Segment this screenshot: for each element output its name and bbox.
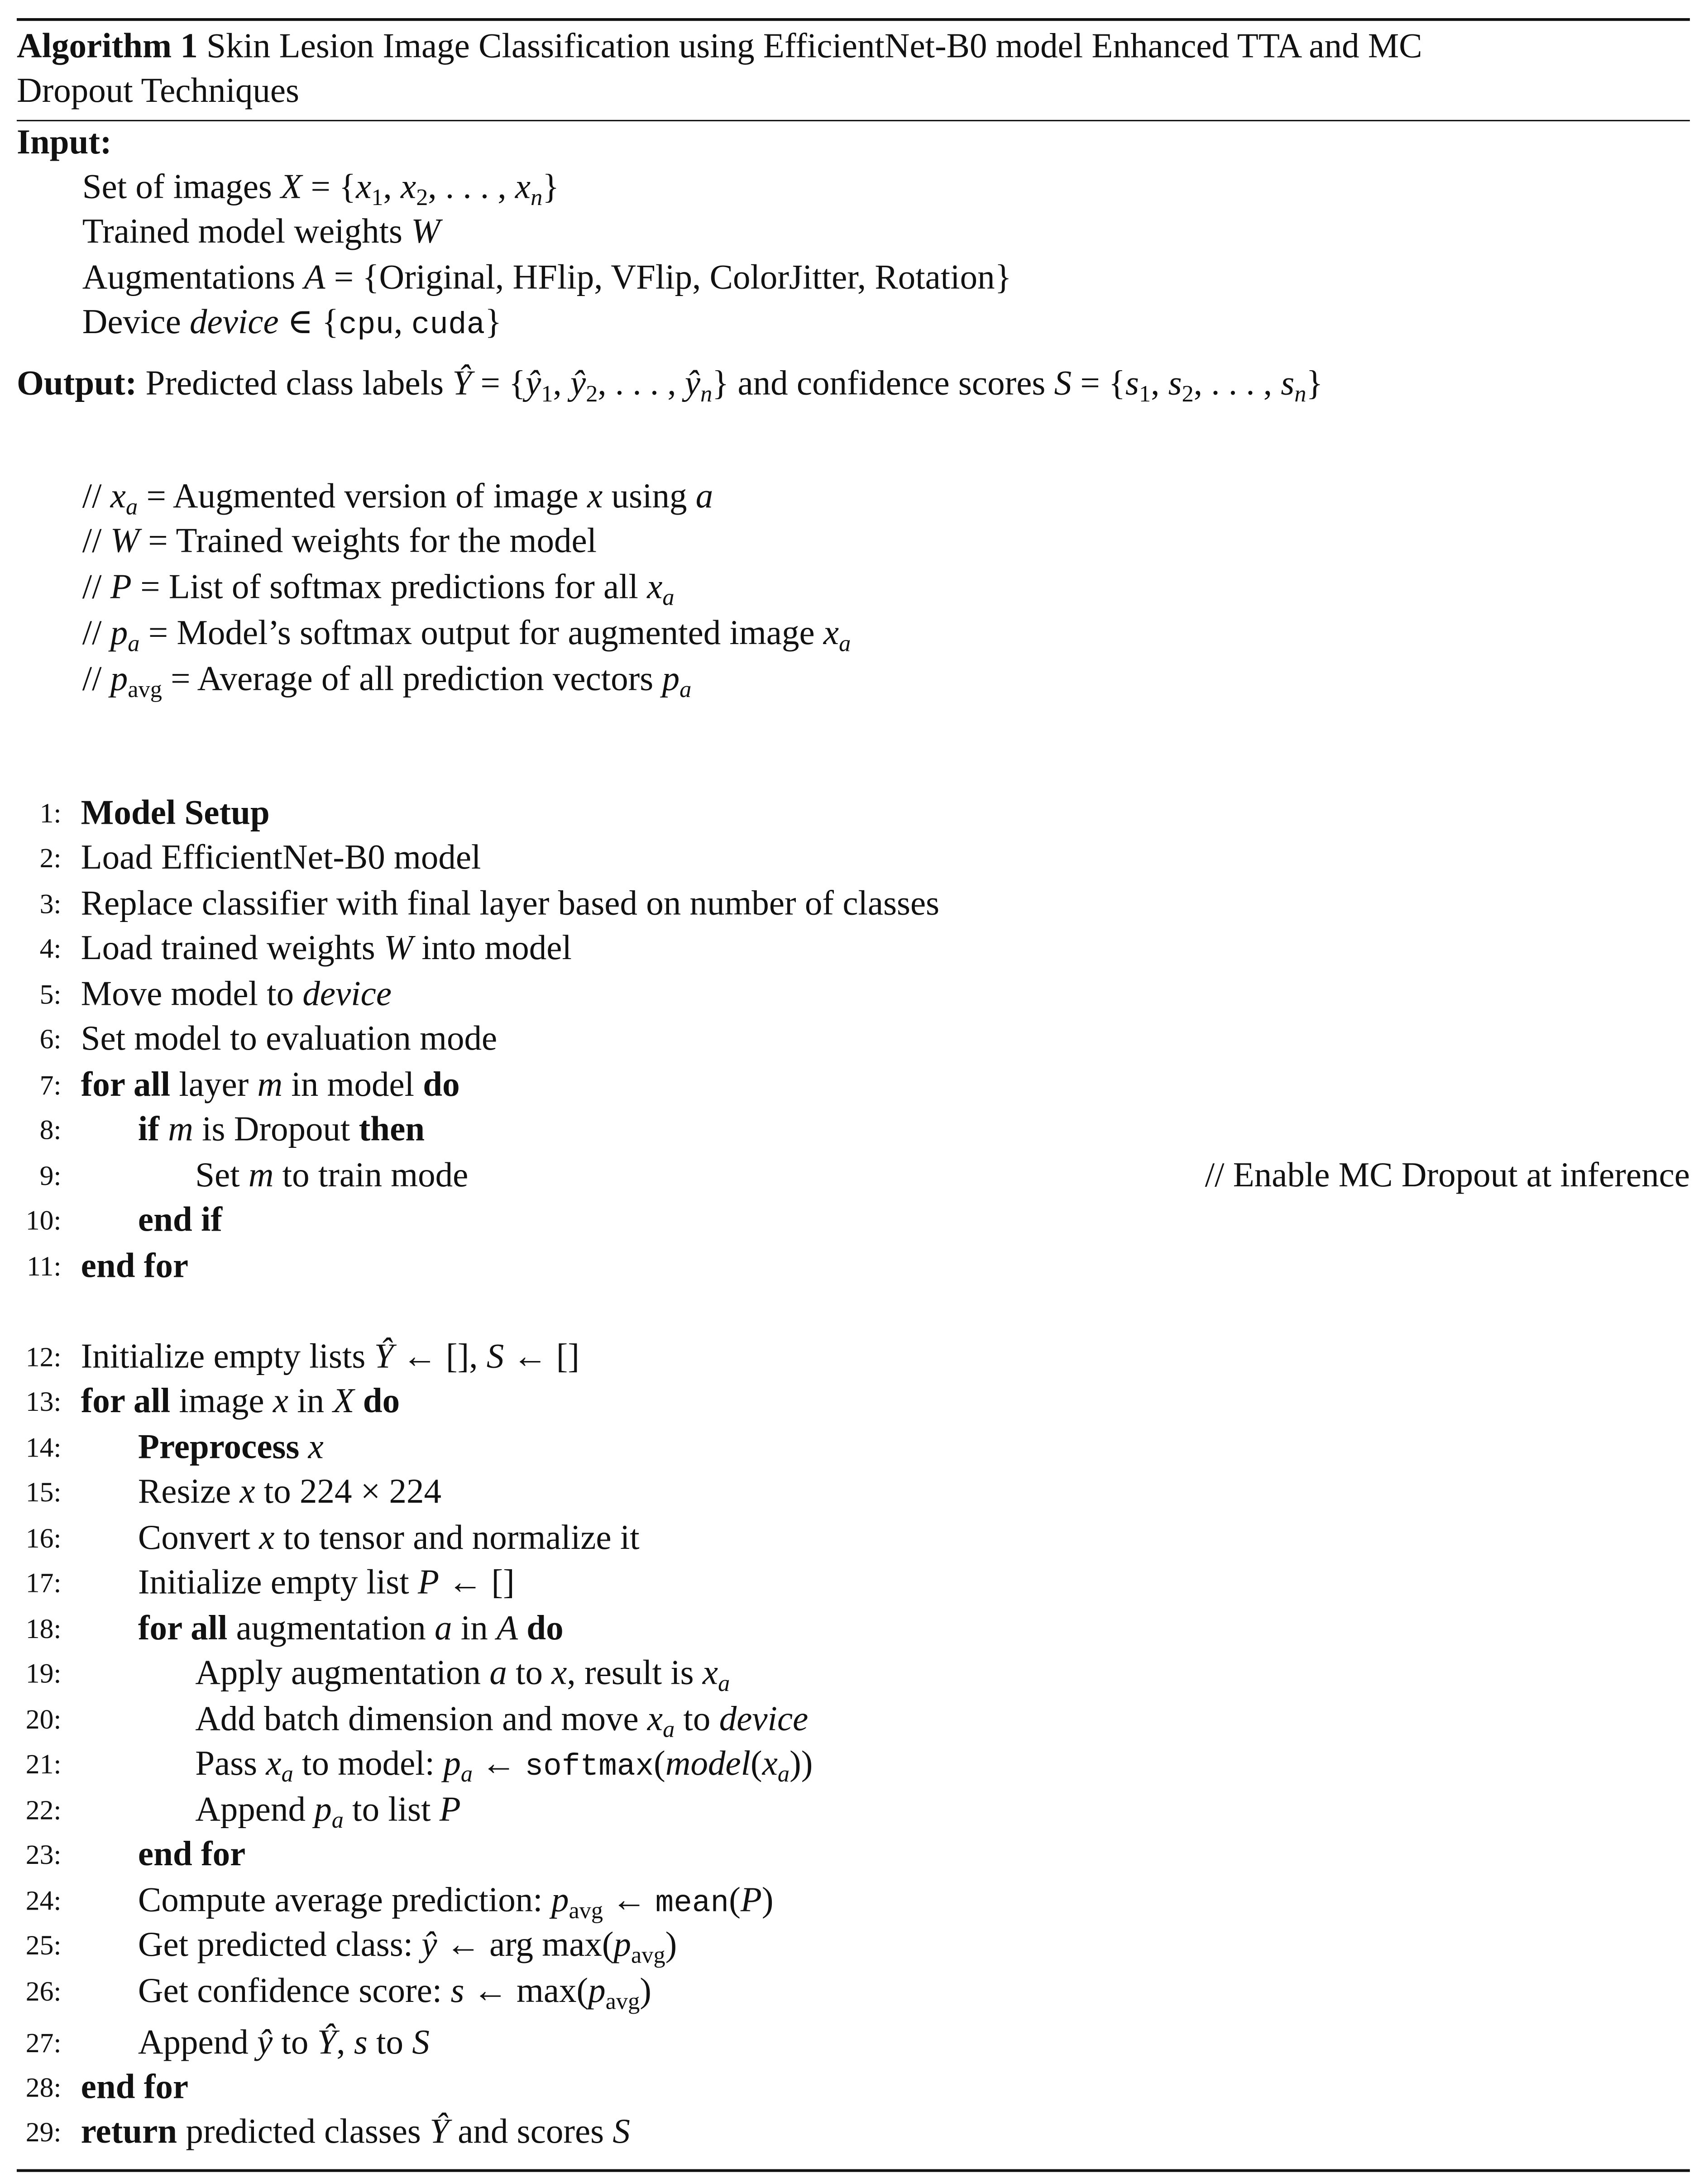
text-segment: Set	[195, 1157, 249, 1195]
text-segment: Move model to	[81, 976, 303, 1014]
text-segment: a	[489, 1654, 507, 1693]
text-segment: ŷ	[421, 1926, 437, 1964]
algorithm-step	[81, 1065, 460, 1107]
algorithm-step	[138, 1200, 222, 1242]
text-segment: P	[740, 1882, 762, 1920]
text-segment: in	[288, 1383, 333, 1421]
algorithm-step	[138, 1563, 515, 1605]
comment-line	[82, 521, 597, 563]
text-segment: Ŷ	[452, 365, 472, 403]
text-segment: ∈ {	[278, 304, 339, 342]
header-rule	[17, 120, 1690, 121]
text-segment: }	[485, 304, 502, 342]
text-segment: end if	[138, 1201, 223, 1240]
text-segment: Compute average prediction:	[138, 1882, 551, 1920]
comment-line	[82, 613, 851, 665]
text-segment: Skin Lesion Image Classification using EfficientNet-B0 model Enhanced TTA and MC	[197, 28, 1422, 66]
inline-comment: // Enable MC Dropout at inference	[1205, 1157, 1690, 1195]
text-segment: x	[515, 168, 531, 206]
algorithm-step	[195, 1156, 468, 1197]
line-number: 19:	[25, 1659, 62, 1690]
text-segment: ŷ	[570, 365, 586, 403]
algorithm-step	[81, 974, 392, 1016]
text-segment: Append	[138, 2024, 257, 2062]
line-number: 16:	[25, 1524, 62, 1555]
text-segment: a	[662, 584, 675, 611]
text-segment: p	[110, 615, 128, 653]
text-segment: s	[354, 2024, 368, 2062]
text-segment: Set model to evaluation mode	[81, 1020, 498, 1058]
text-segment: Algorithm 1	[16, 28, 198, 66]
text-segment: S	[1054, 365, 1072, 403]
text-segment: 1	[371, 184, 383, 211]
text-segment: W	[411, 213, 440, 251]
text-segment	[354, 1383, 363, 1420]
line-number: 20:	[25, 1705, 62, 1736]
text-segment: 1	[541, 380, 553, 407]
text-segment: } and confidence scores	[712, 365, 1054, 403]
text-segment: p	[662, 660, 680, 699]
text-segment: if	[138, 1111, 159, 1149]
text-segment: , . . . ,	[598, 365, 685, 403]
text-segment: Append	[195, 1791, 315, 1829]
algorithm-step	[81, 2068, 188, 2109]
text-segment: device	[719, 1700, 809, 1739]
text-segment: = {	[1072, 365, 1126, 403]
text-segment: ←	[473, 1745, 525, 1783]
text-segment: = List of softmax predictions for all	[131, 568, 647, 607]
text-segment: W	[110, 523, 139, 561]
text-segment: Preprocess	[138, 1429, 300, 1467]
text-segment: predicted classes	[177, 2113, 430, 2151]
text-segment: s	[1125, 365, 1139, 403]
text-segment: a	[460, 1761, 473, 1787]
text-segment: avg	[631, 1942, 665, 1968]
text-segment: 2	[586, 380, 598, 407]
line-number: 5:	[39, 980, 62, 1011]
text-segment: = {	[302, 168, 356, 206]
text-segment: //	[82, 478, 110, 516]
line-number: 14:	[25, 1433, 62, 1464]
text-segment: Load trained weights	[81, 930, 384, 968]
text-segment: = {	[472, 365, 526, 403]
text-segment: layer	[170, 1066, 258, 1104]
algorithm-step	[195, 1700, 808, 1751]
algorithm-step	[195, 1744, 813, 1796]
text-segment: a	[839, 630, 851, 657]
text-segment: for all	[138, 1610, 228, 1648]
text-segment: Apply augmentation	[195, 1654, 490, 1693]
text-segment: x	[823, 615, 839, 653]
text-segment: for all	[81, 1066, 171, 1104]
text-segment: Output:	[16, 365, 137, 403]
text-segment: s	[1168, 365, 1182, 403]
line-number: 22:	[25, 1796, 62, 1826]
text-segment: Ŷ	[430, 2113, 450, 2151]
algorithm-step	[81, 1381, 400, 1423]
text-segment: = Model’s softmax output for augmented image	[139, 615, 823, 653]
line-number: 3:	[39, 889, 62, 920]
text-segment: x	[401, 168, 416, 206]
line-number: 18:	[25, 1614, 62, 1645]
text-segment: m	[168, 1111, 193, 1149]
text-segment: P	[110, 568, 132, 607]
line-number: 10:	[25, 1206, 62, 1237]
text-segment: Load EfficientNet-B0 model	[81, 839, 481, 877]
text-segment: ← []	[504, 1338, 580, 1376]
text-segment: a	[128, 630, 140, 657]
text-segment: avg	[605, 1988, 640, 2015]
text-segment: avg	[569, 1897, 603, 1924]
line-number: 1:	[39, 798, 62, 830]
text-segment: return	[81, 2113, 177, 2151]
text-segment: for all	[81, 1383, 171, 1421]
text-segment: Initialize empty lists	[81, 1338, 374, 1376]
text-segment: a	[679, 676, 692, 703]
text-segment: A	[496, 1610, 518, 1648]
text-segment: )	[665, 1926, 677, 1964]
algorithm-step	[81, 928, 572, 970]
text-segment: ,	[336, 2024, 354, 2062]
text-segment: ← [],	[393, 1338, 487, 1376]
text-segment: Resize	[138, 1473, 240, 1511]
text-segment: W	[383, 930, 413, 968]
text-segment: p	[314, 1791, 332, 1829]
line-number: 12:	[25, 1342, 62, 1373]
text-segment: S	[612, 2113, 630, 2151]
text-segment: to 224 × 224	[255, 1473, 441, 1511]
text-segment: (	[751, 1745, 762, 1783]
text-segment: device	[190, 304, 279, 342]
text-segment: a	[126, 493, 138, 520]
text-segment: to	[367, 2024, 412, 2062]
text-segment: m	[257, 1066, 283, 1104]
text-segment: m	[248, 1157, 274, 1195]
algorithm-step	[81, 793, 270, 835]
text-segment: then	[359, 1111, 425, 1149]
text-segment: end for	[138, 1836, 246, 1874]
text-segment: }	[1306, 365, 1323, 403]
text-segment: x	[239, 1473, 255, 1511]
algorithm-step	[138, 1609, 564, 1650]
text-segment: p	[588, 1973, 606, 2011]
text-segment: ,	[1151, 365, 1168, 403]
algorithm-step	[138, 2023, 430, 2064]
text-segment: a	[281, 1761, 293, 1787]
text-segment: to tensor and normalize it	[274, 1519, 640, 1557]
text-segment: = Trained weights for the model	[139, 523, 597, 561]
text-segment: a	[777, 1761, 790, 1787]
text-segment: to list	[343, 1791, 440, 1829]
text-segment: augmentation	[227, 1610, 435, 1648]
text-segment: n	[531, 184, 543, 211]
text-segment: end for	[81, 1247, 189, 1285]
text-segment: do	[363, 1383, 400, 1421]
text-segment: 2	[1182, 380, 1194, 407]
text-segment: x	[273, 1383, 289, 1421]
algorithm-step	[195, 1653, 730, 1705]
text-segment: to	[273, 2024, 317, 2062]
text-segment: ,	[394, 304, 411, 342]
text-segment: to model:	[293, 1745, 444, 1783]
algorithm-step	[81, 1337, 579, 1379]
algorithm-step	[138, 1518, 640, 1560]
text-segment: Dropout Techniques	[16, 72, 300, 110]
input-item	[82, 167, 560, 219]
text-segment: cpu	[339, 308, 394, 343]
text-segment: s	[450, 1973, 464, 2011]
text-segment: to train mode	[273, 1157, 469, 1195]
text-segment: = Augmented version of image	[138, 478, 588, 516]
text-segment: //	[82, 568, 110, 607]
line-number: 13:	[25, 1387, 62, 1418]
text-segment: ← []	[439, 1564, 515, 1602]
comment-line	[82, 659, 692, 711]
text-segment: image	[170, 1383, 273, 1421]
text-segment: end for	[81, 2068, 189, 2106]
line-number: 29:	[25, 2117, 62, 2149]
text-segment: x	[587, 478, 603, 516]
bottom-rule	[17, 2169, 1690, 2171]
text-segment: (	[654, 1745, 665, 1783]
text-segment: //	[82, 523, 110, 561]
line-number: 15:	[25, 1477, 62, 1509]
text-segment	[518, 1610, 526, 1648]
algorithm-step	[138, 1472, 441, 1514]
top-rule	[17, 18, 1690, 21]
line-number: 6:	[39, 1024, 62, 1056]
text-segment	[299, 1429, 308, 1466]
input-item	[82, 258, 1012, 300]
text-segment: //	[82, 615, 110, 653]
text-segment: , . . . ,	[428, 168, 515, 206]
line-number: 25:	[25, 1930, 62, 1962]
algorithm-step	[138, 1428, 324, 1469]
text-segment: ŷ	[684, 365, 701, 403]
text-segment: softmax	[525, 1749, 654, 1785]
text-segment: x	[551, 1654, 567, 1693]
line-number: 8:	[39, 1115, 62, 1146]
text-segment: Trained model weights	[82, 213, 411, 251]
text-segment: model	[665, 1745, 751, 1783]
text-segment: is Dropout	[193, 1111, 359, 1149]
text-segment: 2	[416, 184, 428, 211]
text-segment: P	[417, 1564, 440, 1602]
output-line	[17, 364, 1323, 416]
line-number: 2:	[39, 843, 62, 874]
algorithm-step	[138, 1881, 774, 1932]
text-segment: X	[333, 1383, 354, 1421]
algorithm-step	[81, 2112, 630, 2154]
algorithm-title	[17, 27, 1422, 68]
text-segment: Pass	[195, 1745, 266, 1783]
text-segment: Device	[82, 304, 190, 342]
text-segment: p	[110, 660, 128, 699]
text-segment: n	[700, 380, 713, 407]
text-segment: Predicted class labels	[137, 365, 453, 403]
text-segment: Input:	[16, 124, 112, 162]
text-segment	[159, 1111, 168, 1149]
text-segment: s	[1281, 365, 1295, 403]
comment-line	[82, 477, 713, 528]
text-segment: x	[647, 1700, 663, 1739]
text-segment: ))	[789, 1745, 813, 1783]
text-segment: x	[356, 168, 372, 206]
text-segment: Set of images	[82, 168, 281, 206]
text-segment: P	[439, 1791, 461, 1829]
text-segment: do	[423, 1066, 460, 1104]
text-segment: ←	[603, 1882, 655, 1920]
text-segment: a	[718, 1670, 730, 1697]
text-segment: x	[308, 1429, 324, 1467]
text-segment: (	[729, 1882, 741, 1920]
line-number: 27:	[25, 2028, 62, 2059]
input-item	[82, 212, 440, 253]
text-segment: avg	[128, 676, 162, 703]
text-segment: = Average of all prediction vectors	[162, 660, 662, 699]
text-segment: )	[640, 1973, 651, 2011]
text-segment: x	[702, 1654, 718, 1693]
text-segment: p	[551, 1882, 569, 1920]
text-segment: Augmentations	[82, 259, 304, 297]
text-segment: x	[762, 1745, 778, 1783]
text-segment: p	[613, 1926, 632, 1964]
text-segment: a	[663, 1716, 675, 1743]
text-segment: do	[526, 1610, 564, 1648]
text-segment: //	[82, 660, 110, 699]
line-number: 26:	[25, 1977, 62, 2008]
line-number: 11:	[27, 1251, 62, 1283]
text-segment: ŷ	[526, 365, 541, 403]
input-label	[17, 123, 112, 164]
text-segment: a	[695, 478, 713, 516]
algorithm-step	[81, 1019, 498, 1060]
text-segment: }	[542, 168, 560, 206]
text-segment: X	[281, 168, 302, 206]
text-segment: Add batch dimension and move	[195, 1700, 647, 1739]
text-segment: )	[761, 1882, 774, 1920]
algorithm-step	[81, 1247, 188, 1288]
text-segment: to	[507, 1654, 552, 1693]
text-segment: Replace classifier with final layer based on number of classes	[81, 885, 940, 923]
text-segment: x	[266, 1745, 282, 1783]
text-segment: Ŷ	[374, 1338, 394, 1376]
text-segment: ,	[383, 168, 401, 206]
algorithm-title-continued	[17, 71, 299, 113]
algorithm-step	[138, 1925, 677, 1977]
text-segment: device	[302, 976, 392, 1014]
text-segment: Get predicted class:	[138, 1926, 422, 1964]
line-number: 21:	[25, 1749, 62, 1781]
text-segment: ŷ	[257, 2024, 273, 2062]
text-segment: a	[435, 1610, 452, 1648]
algorithm-step	[138, 1971, 651, 2023]
line-number: 23:	[25, 1840, 62, 1871]
text-segment: in model	[282, 1066, 423, 1104]
text-segment: Get confidence score:	[138, 1973, 451, 2011]
input-item	[82, 302, 502, 347]
text-segment: n	[1294, 380, 1306, 407]
text-segment: S	[412, 2024, 430, 2062]
text-segment: p	[443, 1745, 461, 1783]
line-number: 28:	[25, 2073, 62, 2104]
line-number: 24:	[25, 1886, 62, 1917]
text-segment: x	[110, 478, 126, 516]
line-number: 4:	[39, 934, 62, 965]
line-number: 9:	[39, 1161, 62, 1192]
text-segment: Convert	[138, 1519, 259, 1557]
comment-line	[82, 568, 675, 619]
text-segment: into model	[413, 930, 572, 968]
text-segment: x	[647, 568, 663, 607]
text-segment: Ŷ	[317, 2024, 337, 2062]
text-segment: A	[304, 259, 325, 297]
text-segment: 1	[1139, 380, 1151, 407]
line-number: 17:	[25, 1568, 62, 1599]
text-segment: , . . . ,	[1193, 365, 1281, 403]
text-segment: ,	[553, 365, 571, 403]
text-segment: to	[675, 1700, 719, 1739]
algorithm-step	[138, 1110, 425, 1151]
text-segment: a	[331, 1806, 344, 1834]
text-segment: Model Setup	[81, 794, 270, 832]
text-segment: cuda	[411, 308, 485, 343]
text-segment: in	[452, 1610, 497, 1648]
text-segment: S	[486, 1338, 504, 1376]
text-segment: Initialize empty list	[138, 1564, 418, 1602]
algorithm-step	[138, 1834, 245, 1876]
line-number: 7:	[39, 1070, 62, 1102]
text-segment: , result is	[567, 1654, 703, 1693]
text-segment: and scores	[449, 2113, 613, 2151]
algorithm-step	[81, 838, 481, 879]
text-segment: x	[259, 1519, 275, 1557]
text-segment: ← arg max(	[437, 1926, 614, 1964]
text-segment: using	[603, 478, 696, 516]
algorithm-step	[195, 1790, 461, 1842]
text-segment: ← max(	[464, 1973, 588, 2011]
algorithm-step	[81, 884, 940, 926]
text-segment: = {Original, HFlip, VFlip, ColorJitter, Rotation}	[325, 259, 1012, 297]
text-segment: mean	[655, 1886, 729, 1921]
